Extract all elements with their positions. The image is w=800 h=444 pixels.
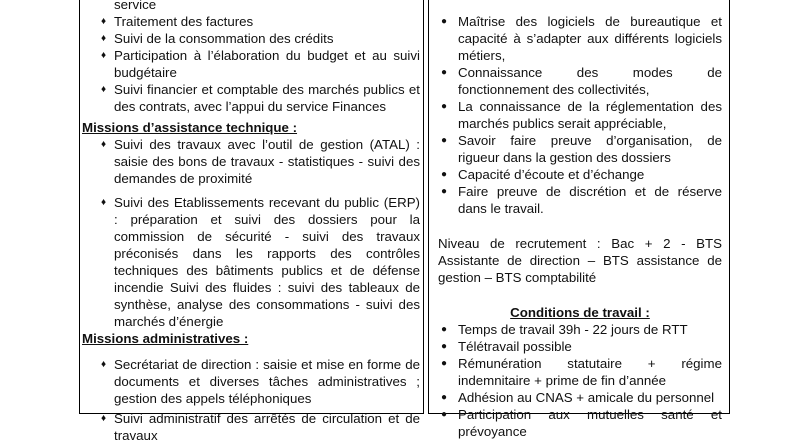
admin-list	[82, 356, 420, 444]
bullet-icon: ♦	[101, 84, 107, 95]
list-item: ♦ Suivi des Etablissements recevant du public (ERP) : préparation et suivi des dossiers pour la commission de sécurité - suivi des travaux préconisés dans les rapports des contrôles techniques des bâtiments publics et de défense incendie Suivi des fluides : suivi des tableaux de synthèse, analyse des consommations - suivi des marchés d’énergie	[101, 195, 420, 329]
bullet-icon: ♦	[101, 33, 107, 44]
skills-list	[438, 13, 722, 217]
bullet-icon: ●	[441, 341, 448, 352]
list-item: ● Temps de travail 39h - 22 jours de RTT	[441, 322, 688, 337]
bullet-icon: ●	[441, 358, 448, 369]
bullet-icon: ●	[441, 169, 448, 180]
list-item: ● Faire preuve de discrétion et de réserve dans le travail.	[441, 184, 722, 216]
list-item: ♦ Suivi de la consommation des crédits	[101, 31, 334, 46]
bullet-icon: ●	[441, 67, 448, 78]
bullet-icon: ♦	[101, 16, 107, 27]
section-title-technique: Missions d’assistance technique :	[82, 120, 298, 135]
bullet-icon: ♦	[101, 359, 107, 370]
conditions-title: Conditions de travail :	[510, 305, 650, 320]
finance-list	[82, 0, 420, 115]
bullet-icon: ●	[441, 186, 448, 197]
technique-list	[82, 136, 420, 330]
bullet-icon: ●	[441, 135, 448, 146]
bullet-icon: ♦	[101, 50, 107, 61]
list-item: ● Maîtrise des logiciels de bureautique et capacité à s’adapter aux différents logiciels métiers,	[441, 14, 722, 63]
list-item: ● La connaissance de la réglementation des marchés publics serait appréciable,	[441, 99, 722, 131]
conditions-list	[438, 321, 722, 440]
list-item: ♦ Traitement des factures	[101, 14, 254, 29]
bullet-icon: ●	[441, 409, 448, 420]
list-item: ● Participation aux mutuelles santé et prévoyance	[441, 407, 722, 439]
left-column	[82, 0, 420, 444]
bullet-icon: ♦	[101, 139, 107, 150]
list-item: ♦ Secrétariat de direction : saisie et mise en forme de documents et diverses tâches administratives ; gestion des appels téléphoniques	[101, 357, 420, 406]
list-item: ● Capacité d’écoute et d’échange	[441, 167, 645, 182]
bullet-icon: ♦	[101, 413, 107, 424]
list-item: ♦ Suivi financier et comptable des marchés publics et des contrats, avec l’appui du service Finances	[101, 82, 420, 114]
list-item: ● Adhésion au CNAS + amicale du personnel	[441, 390, 715, 405]
bullet-icon: ♦	[101, 197, 107, 208]
list-item: ♦ Suivi des travaux avec l’outil de gestion (ATAL) : saisie des bons de travaux - statistiques - suivi des demandes de proximité	[101, 137, 420, 186]
bullet-icon: ●	[441, 324, 448, 335]
bullet-icon: ●	[441, 16, 448, 27]
column-divider	[423, 0, 424, 414]
right-column	[438, 0, 722, 440]
list-item: ♦ Suivi administratif des arrêtés de circulation et de travaux	[101, 411, 420, 443]
list-item: ♦ Participation à l’élaboration du budget et au suivi budgétaire	[101, 48, 420, 80]
list-item: ● Télétravail possible	[441, 339, 572, 354]
recruitment-level: Niveau de recrutement : Bac + 2 - BTS Assistante de direction – BTS assistance de gestion – BTS comptabilité	[438, 236, 722, 285]
bullet-icon: ●	[441, 392, 448, 403]
list-item: service	[114, 0, 157, 12]
list-item: ● Rémunération statutaire + régime indemnitaire + prime de fin d’année	[441, 356, 722, 388]
list-item: ● Savoir faire preuve d’organisation, de rigueur dans la gestion des dossiers	[441, 133, 722, 165]
bullet-icon: ●	[441, 101, 448, 112]
section-title-admin: Missions administratives :	[82, 331, 249, 346]
list-item: ● Connaissance des modes de fonctionnement des collectivités,	[441, 65, 722, 97]
